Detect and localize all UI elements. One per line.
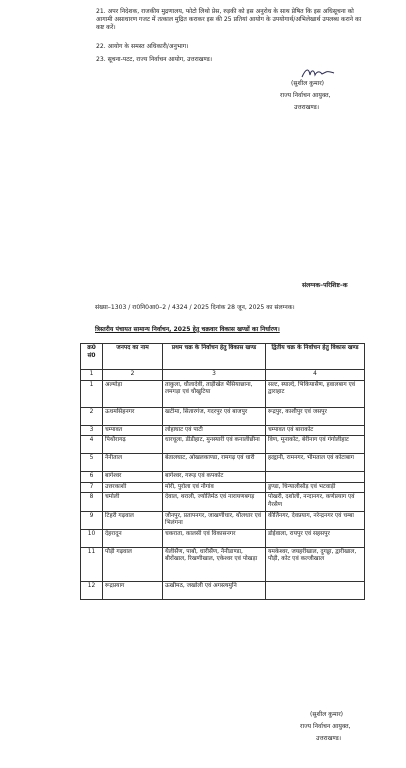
table-row (81, 380, 365, 407)
district-cell: पौड़ी गढ़वाल (103, 547, 163, 581)
col-number: 4 (266, 370, 365, 381)
phase2-cell: डुण्डा, चिन्यालीसौड़ एवं भटवाड़ी (266, 482, 365, 493)
phase2-cell (266, 472, 365, 483)
reference-number: संख्या–1303 / रा0नि0आ0–2 / 4324 / 2025 दिनांक 28 जून, 2025 का संलग्नक। (95, 304, 295, 311)
serial-cell: 7 (81, 482, 103, 493)
district-cell: अल्मोड़ा (103, 380, 163, 407)
district-cell: टिहरी गढ़वाल (103, 511, 163, 529)
table-row (81, 407, 365, 425)
phase2-cell: रूद्रपुर, काशीपुर एवं जसपुर (266, 407, 365, 425)
serial-cell: 10 (81, 529, 103, 547)
serial-cell: 6 (81, 472, 103, 483)
phase1-cell: ऊखीमठ, जखोली एवं अगस्त्यमुनि (163, 581, 266, 599)
table-row (81, 529, 365, 547)
district-cell: नैनीताल (103, 454, 163, 472)
district-cell: चमोली (103, 493, 163, 511)
phase1-cell: धारचूला, डीडीहाट, मुनस्यारी एवं कनालीछीना (163, 436, 266, 454)
header-phase1: प्रथम चक्र के निर्वाचन हेतु विकास खण्ड (163, 344, 266, 370)
signatory-designation-top: राज्य निर्वाचन आयुक्त, (280, 92, 331, 99)
header-phase2: द्वितीय चक्र के निर्वाचन हेतु विकास खण्ड (266, 344, 365, 370)
distribution-item-21: 21. अपर निदेशक, राजकीय मुद्रणालय, फोटो लिथो प्रेस, रुड़की को इस अनुरोध के साथ प्रेषित कि इस अधिसूचना को आगामी असाधारण गजट में तत्काल मुद्रित कराकर इस की 25 प्रतियां आयोग के उपयोगार्थ/अभिलेखार्थ उपलब्ध कराने का कष्ट करें। (96, 8, 362, 31)
phase2-cell: सल्ट, स्याल्दे, भिकियासैण, हवालबाग एवं द्वाराहाट (266, 380, 365, 407)
phase2-cell: चम्पावत एवं बाराकोट (266, 425, 365, 436)
table-row (81, 482, 365, 493)
district-cell: पिथौरागढ़ (103, 436, 163, 454)
distribution-item-23: 23. सूचना-पटट, राज्य निर्वाचन आयोग, उत्तराखण्ड। (96, 56, 213, 63)
col-number: 3 (163, 370, 266, 381)
table-row (81, 425, 365, 436)
phase1-cell: बागेश्वर, गरूड़ एवं कपकोट (163, 472, 266, 483)
phase1-cell: लोहाघाट एवं पाटी (163, 425, 266, 436)
phase1-cell: मोरी, पुरोला एवं नौगांव (163, 482, 266, 493)
signatory-name-top: (सुशील कुमार) (291, 80, 325, 87)
district-cell: रूद्रप्रयाग (103, 581, 163, 599)
phase2-cell: पोखरी, दशोली, नन्दानगर, कर्णप्रयाग एवं गैरसैण (266, 493, 365, 511)
signatory-designation-bottom: राज्य निर्वाचन आयुक्त, (300, 723, 351, 730)
district-cell: देहरादून (103, 529, 163, 547)
serial-cell: 5 (81, 454, 103, 472)
phase2-cell: हल्द्वानी, रामनगर, भीमताल एवं कोटाबाग (266, 454, 365, 472)
header-district: जनपद का नाम (103, 344, 163, 370)
column-number-row (81, 370, 365, 381)
serial-cell: 3 (81, 425, 103, 436)
district-cell: ऊधमसिंहनगर (103, 407, 163, 425)
signatory-name-bottom: (सुशील कुमार) (310, 711, 344, 718)
table-heading: त्रिस्तरीय पंचायत सामान्य निर्वाचन, 2025 हेतु चक्रवार विकास खण्डों का निर्धारण। (95, 326, 280, 333)
signatory-state-top: उत्तराखण्ड। (294, 104, 320, 111)
development-block-table (80, 343, 365, 600)
signatory-state-bottom: उत्तराखण्ड। (316, 735, 342, 742)
serial-cell: 8 (81, 493, 103, 511)
phase2-cell: कीर्तिनगर, देवप्रयाग, नरेन्द्रनगर एवं चम्बा (266, 511, 365, 529)
phase2-cell: यमकेश्वर, जयहरीखाल, दुगड्डा, द्वारीखाल, पौड़ी, कोट एवं कल्जीखाल (266, 547, 365, 581)
col-number: 1 (81, 370, 103, 381)
district-cell: चम्पावत (103, 425, 163, 436)
district-cell: बागेश्वर (103, 472, 163, 483)
serial-cell: 11 (81, 547, 103, 581)
phase1-cell: ताकुला, धौलादेवी, ताड़ीखेत भैसियाछाना, लमगड़ा एवं चौखुटिया (163, 380, 266, 407)
serial-cell: 1 (81, 380, 103, 407)
serial-cell: 4 (81, 436, 103, 454)
table-row (81, 493, 365, 511)
phase1-cell: चकराता, कालसी एवं विकासनगर (163, 529, 266, 547)
serial-cell: 9 (81, 511, 103, 529)
phase2-cell (266, 581, 365, 599)
header-serial: क्र0 सं0 (81, 344, 103, 370)
phase1-cell: जौनपुर, प्रतापनगर, जाखणीधार, थौलधार एवं भिलंगना (163, 511, 266, 529)
table-row (81, 581, 365, 599)
col-number: 2 (103, 370, 163, 381)
distribution-item-22: 22. आयोग के समस्त अधिकारी/अनुभाग। (96, 43, 189, 50)
table-row (81, 454, 365, 472)
signature-top (300, 66, 340, 80)
serial-cell: 2 (81, 407, 103, 425)
phase2-cell: विण, मूनाकोट, बेरीनाग एवं गंगोलीहाट (266, 436, 365, 454)
serial-cell: 12 (81, 581, 103, 599)
table-row (81, 547, 365, 581)
phase1-cell: थैलीसैंण, पाबौ, धारीसैंण, नैनीडाण्डा, बीरोंखाल, रिखणीखाल, एकेश्वर एवं पोखड़ा (163, 547, 266, 581)
table-row (81, 436, 365, 454)
annexure-label: संलग्नक–परिशिष्ट–क (302, 282, 348, 289)
phase1-cell: देवाल, थराली, ज्योतिर्मठ एवं नारायणबगड़ (163, 493, 266, 511)
phase2-cell: डोईवाला, रायपुर एवं सहसपुर (266, 529, 365, 547)
table-header-row (81, 344, 365, 370)
table-row (81, 511, 365, 529)
table-row (81, 472, 365, 483)
phase1-cell: बेतालघाट, ओखलकाण्डा, रामगढ़ एवं धारी (163, 454, 266, 472)
phase1-cell: खटीमा, सितारगंज, गदरपुर एवं बाजपुर (163, 407, 266, 425)
district-cell: उत्तरकाशी (103, 482, 163, 493)
